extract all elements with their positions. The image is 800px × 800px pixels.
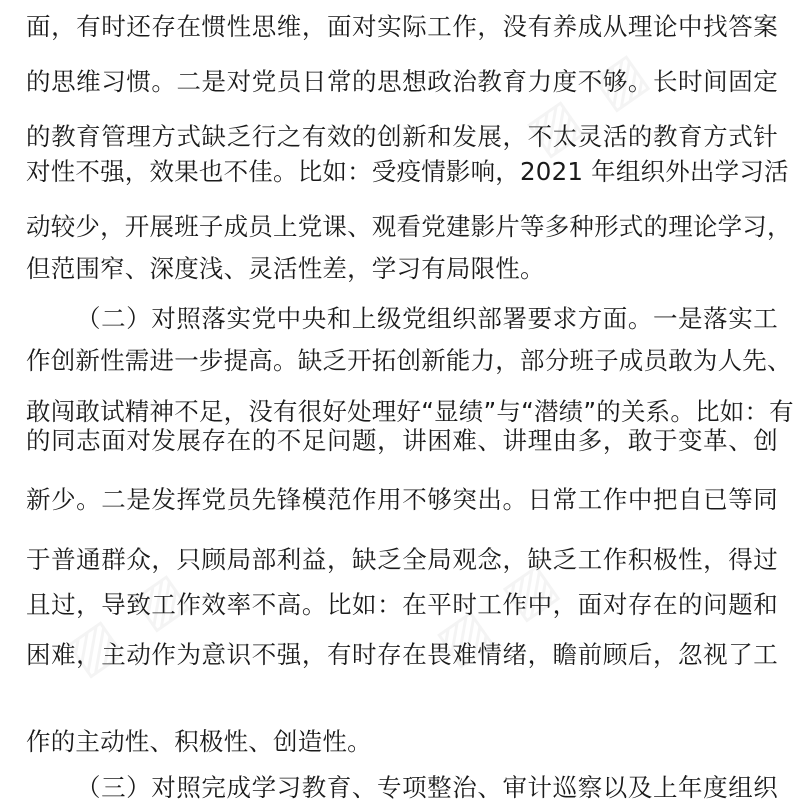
- text-line: 的思维习惯。二是对党员日常的思想政治教育力度不够。长时间固定: [26, 67, 778, 96]
- text-line: 困难，主动作为意识不强，有时存在畏难情绪，瞻前顾后，忽视了工: [26, 640, 778, 669]
- text-line: 作创新性需进一步提高。缺乏开拓创新能力，部分班子成员敢为人先、: [26, 346, 792, 375]
- text-line: 于普通群众，只顾局部利益，缺乏全局观念，缺乏工作积极性，得过: [26, 545, 778, 574]
- text-line: 作的主动性、积极性、创造性。: [26, 727, 372, 756]
- text-line: 面，有时还存在惯性思维，面对实际工作，没有养成从理论中找答案: [26, 12, 778, 41]
- paragraph-heading: （二）对照落实党中央和上级党组织部署要求方面。一是落实工: [76, 304, 778, 333]
- text-line: 敢闯敢试精神不足，没有很好处理好“显绩”与“潜绩”的关系。比如：有: [26, 397, 794, 426]
- text-line: 但范围窄、深度浅、灵活性差，学习有局限性。: [26, 254, 545, 283]
- text-line: 的同志面对发展存在的不足问题，讲困难、讲理由多，敢于变革、创: [26, 426, 778, 455]
- text-line: 对性不强，效果也不佳。比如：受疫情影响，2021 年组织外出学习活: [26, 157, 789, 186]
- text-line: 动较少，开展班子成员上党课、观看党建影片等多种形式的理论学习，: [26, 212, 792, 241]
- text-line: 且过，导致工作效率不高。比如：在平时工作中，面对存在的问题和: [26, 590, 778, 619]
- paragraph-heading: （三）对照完成学习教育、专项整治、审计巡察以及上年度组织: [76, 773, 778, 800]
- text-line: 的教育管理方式缺乏行之有效的创新和发展，不太灵活的教育方式针: [26, 122, 778, 151]
- text-line: 新少。二是发挥党员先锋模范作用不够突出。日常工作中把自已等同: [26, 485, 778, 514]
